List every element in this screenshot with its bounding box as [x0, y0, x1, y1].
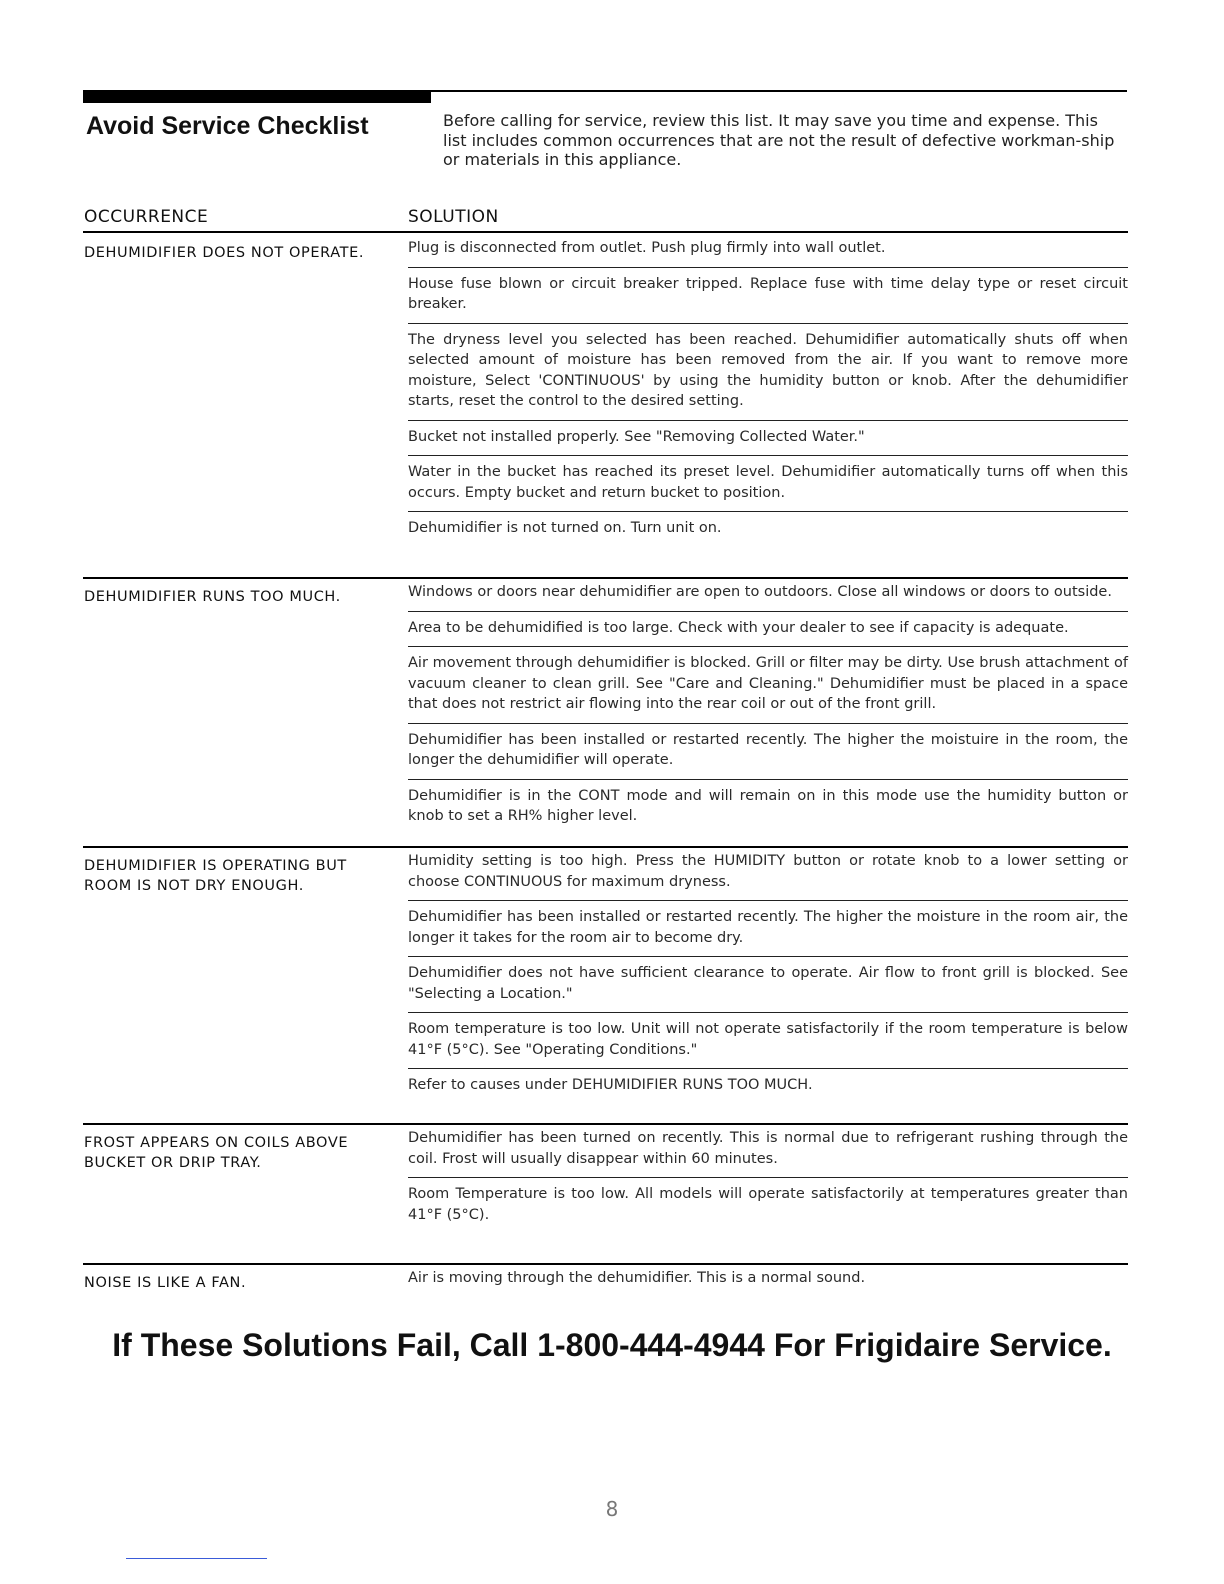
- solution-item: Windows or doors near dehumidifier are open to outdoors. Close all windows or doors to outside.: [408, 577, 1128, 612]
- solution-item: Air is moving through the dehumidifier. This is a normal sound.: [408, 1270, 866, 1286]
- solution-item: Dehumidifier is not turned on. Turn unit on.: [408, 520, 722, 536]
- solution-item: House fuse blown or circuit breaker tripped. Replace fuse with time delay type or reset circuit breaker.: [408, 268, 1128, 324]
- occurrence-column-header: OCCURRENCE: [84, 207, 209, 227]
- page-title: Avoid Service Checklist: [86, 112, 369, 140]
- service-callout: If These Solutions Fail, Call 1-800-444-4944 For Frigidaire Service.: [112, 1327, 1112, 1363]
- solution-item: Dehumidifier is in the CONT mode and will remain on in this mode use the humidity button or knob to set a RH% higher level.: [408, 787, 1128, 824]
- solution-list: [408, 233, 1128, 547]
- solution-item: Room Temperature is too low. All models will operate satisfactorily at temperatures greater than 41°F (5°C).: [408, 1186, 1128, 1223]
- solution-item: The dryness level you selected has been reached. Dehumidifier automatically shuts off when selected amount of moisture has been removed from the air. If you want to remove more moisture, Select 'CONTINUOUS' by using the humidity button or knob. After the dehumidifier starts, reset the control to the desired setting.: [408, 324, 1128, 421]
- solution-item: Water in the bucket has reached its preset level. Dehumidifier automatically turns off when this occurs. Empty bucket and return bucket to position.: [408, 456, 1128, 512]
- solution-item: Dehumidifier has been installed or restarted recently. The higher the moistuire in the room, the longer the dehumidifier will operate.: [408, 724, 1128, 780]
- header-rule-thin: [431, 90, 1127, 92]
- footer-divider: [126, 1558, 267, 1559]
- solution-list: [408, 846, 1128, 1104]
- intro-paragraph: Before calling for service, review this list. It may save you time and expense. This list includes common occurrences that are not the result of defective workman-ship or materials in this appliance.: [443, 111, 1115, 169]
- occurrence-label: DEHUMIDIFIER DOES NOT OPERATE.: [84, 245, 365, 261]
- solution-item: Dehumidifier has been installed or restarted recently. The higher the moisture in the room air, the longer it takes for the room air to become dry.: [408, 901, 1128, 957]
- solution-list: [408, 577, 1128, 835]
- solution-item: Humidity setting is too high. Press the HUMIDITY button or rotate knob to a lower setting or choose CONTINUOUS for maximum dryness.: [408, 846, 1128, 901]
- occurrence-label: DEHUMIDIFIER IS OPERATING BUT ROOM IS NOT DRY ENOUGH.: [84, 858, 347, 894]
- solution-item: Air movement through dehumidifier is blocked. Grill or filter may be dirty. Use brush attachment of vacuum cleaner to clean grill. See "Care and Cleaning." Dehumidifier must be placed in a space that does not restrict air flowing into the rear coil or out of the front grill.: [408, 647, 1128, 724]
- solution-item: Refer to causes under DEHUMIDIFIER RUNS TOO MUCH.: [408, 1077, 813, 1093]
- occurrence-label: DEHUMIDIFIER RUNS TOO MUCH.: [84, 589, 341, 605]
- header-rule-thick: [83, 90, 431, 103]
- solution-item: Area to be dehumidified is too large. Check with your dealer to see if capacity is adequate.: [408, 612, 1128, 648]
- solution-item: Plug is disconnected from outlet. Push plug firmly into wall outlet.: [408, 233, 1128, 268]
- occurrence-label: FROST APPEARS ON COILS ABOVE BUCKET OR DRIP TRAY.: [84, 1135, 349, 1171]
- solution-item: Dehumidifier has been turned on recently. This is normal due to refrigerant rushing through the coil. Frost will usually disappear within 60 minutes.: [408, 1123, 1128, 1178]
- solution-column-header: SOLUTION: [408, 207, 499, 227]
- solution-list: [408, 1263, 1128, 1297]
- solution-item: Dehumidifier does not have sufficient clearance to operate. Air flow to front grill is blocked. See "Selecting a Location.": [408, 957, 1128, 1013]
- page-number: 8: [605, 1497, 619, 1521]
- solution-list: [408, 1123, 1128, 1233]
- occurrence-label: NOISE IS LIKE A FAN.: [84, 1275, 247, 1291]
- solution-item: Bucket not installed properly. See "Removing Collected Water.": [408, 421, 1128, 457]
- solution-item: Room temperature is too low. Unit will not operate satisfactorily if the room temperature is below 41°F (5°C). See "Operating Conditions.": [408, 1013, 1128, 1069]
